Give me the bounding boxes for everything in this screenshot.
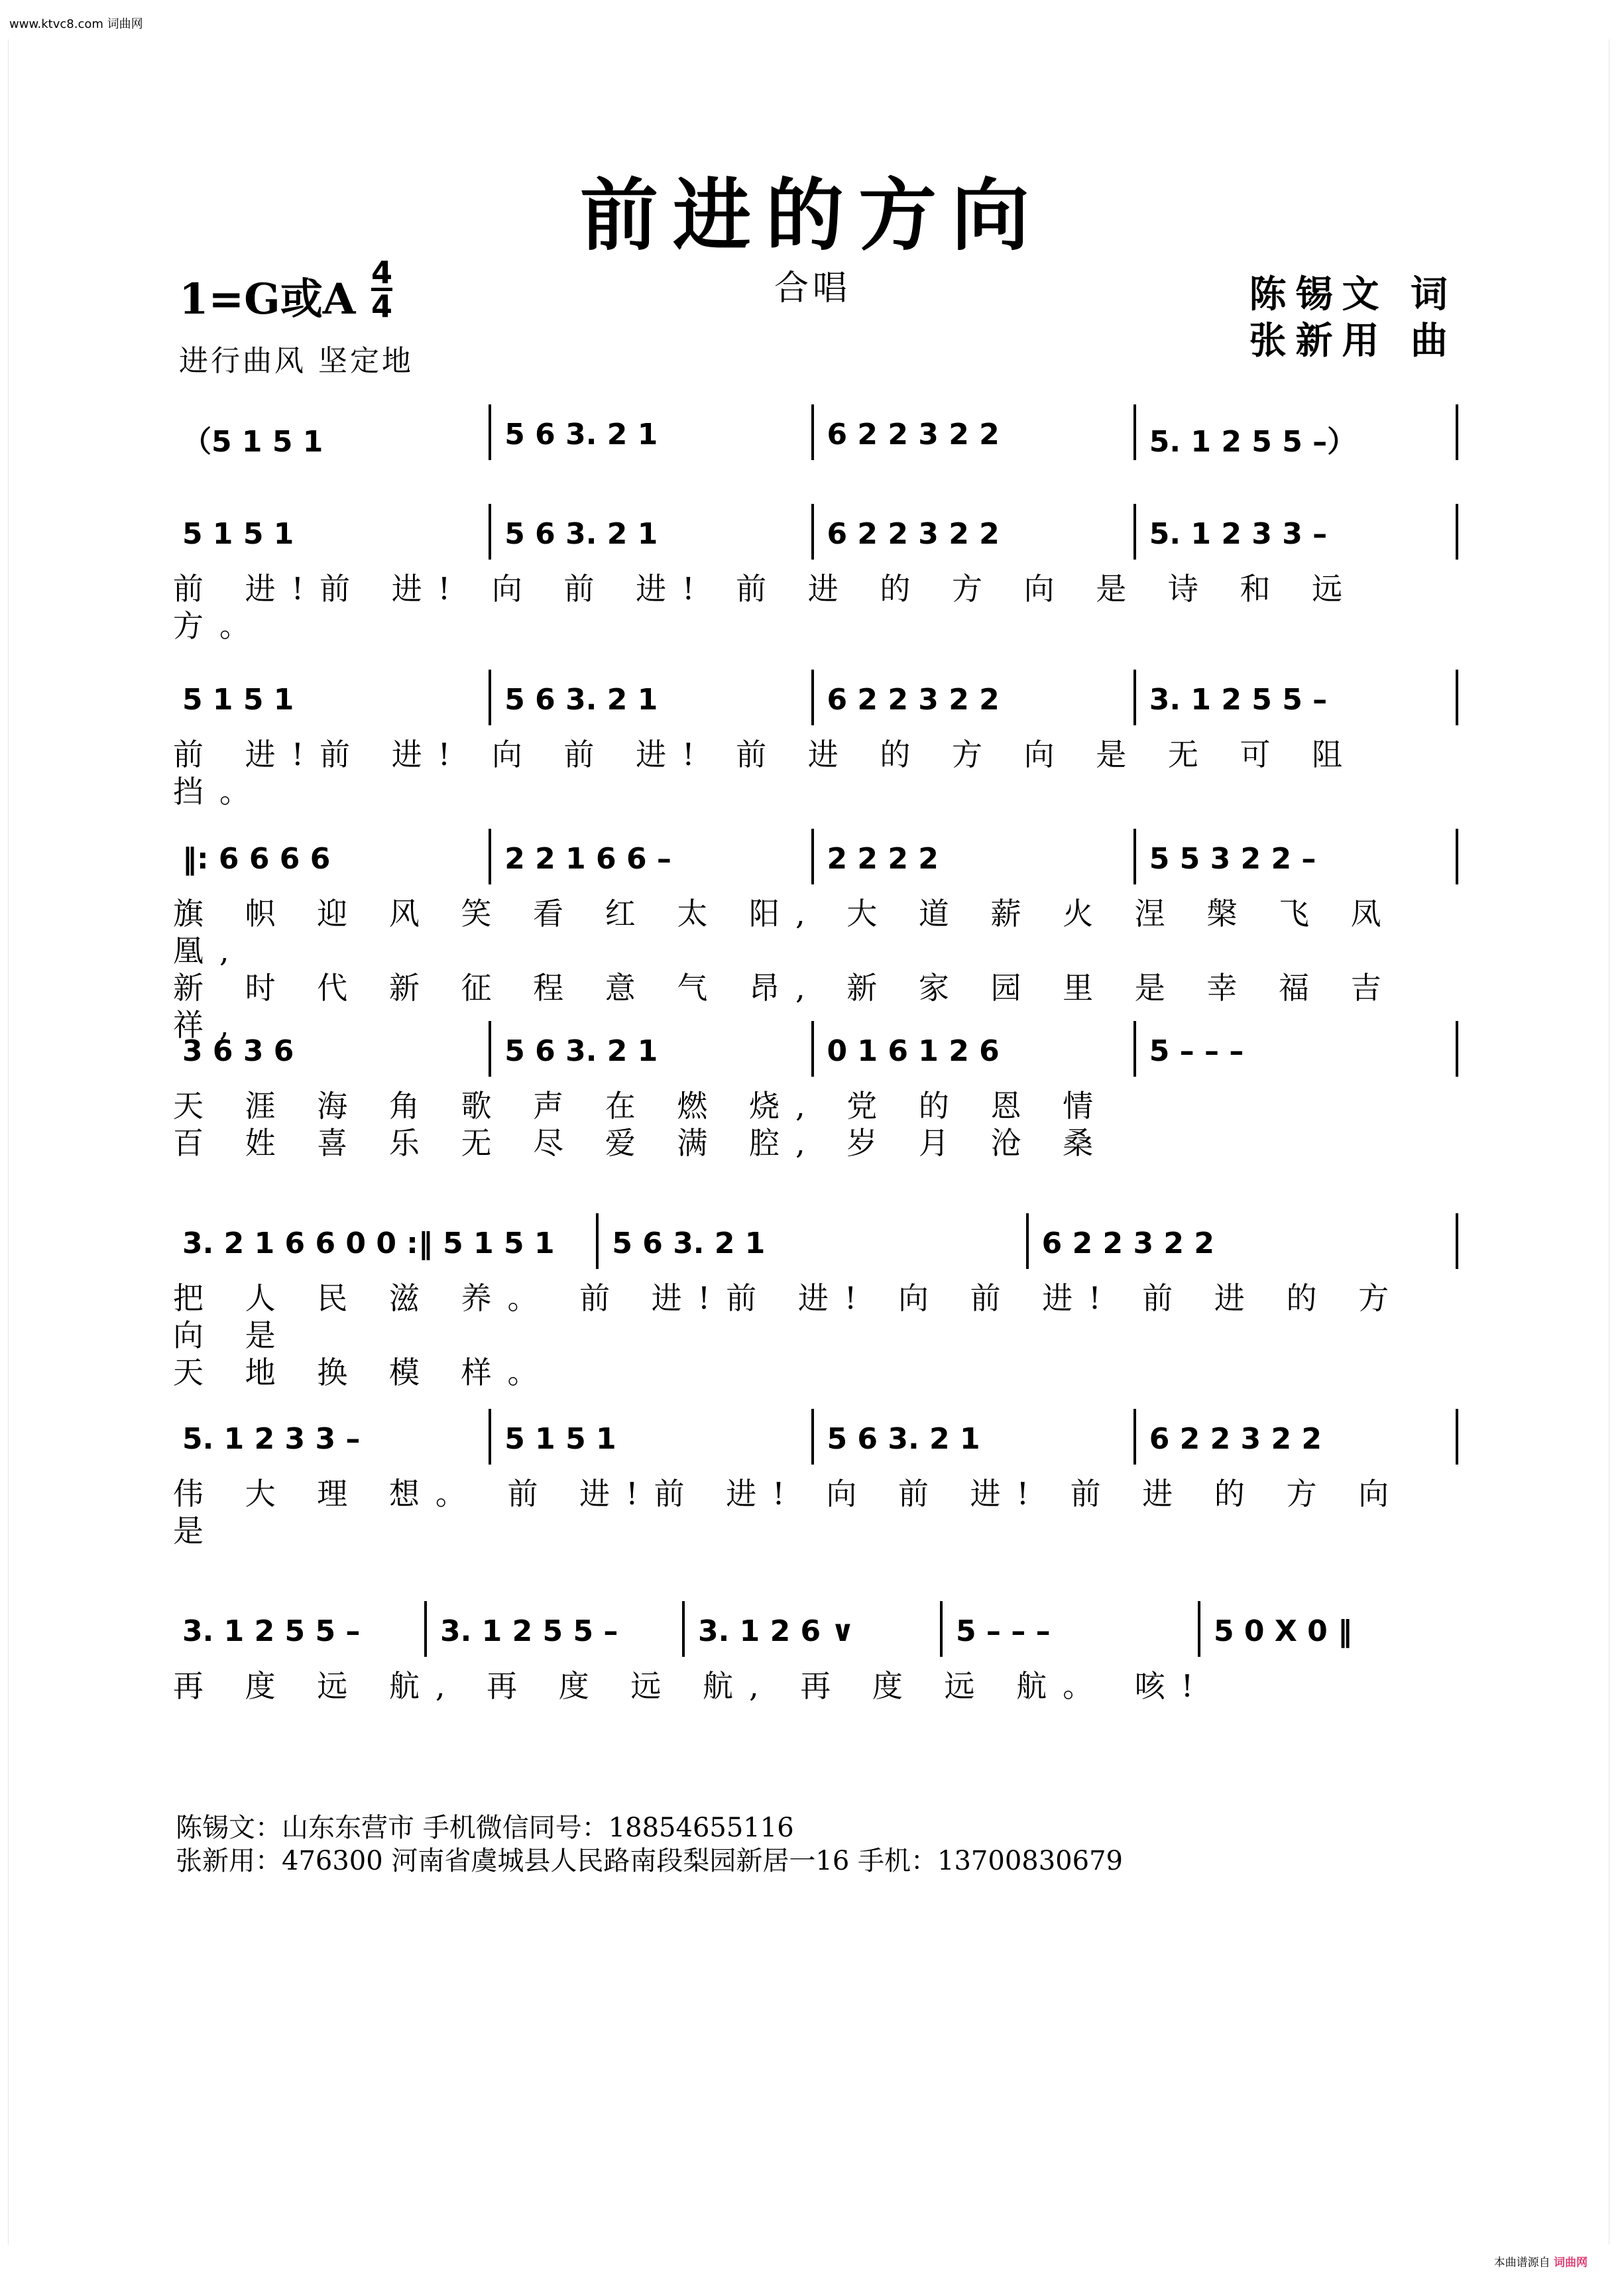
bar-line [489, 670, 491, 725]
performance-type: 合唱 [774, 269, 852, 308]
measure: 5 6 3. 2 1 [504, 517, 658, 551]
lyric-line: 百 姓 喜 乐 无 尽 爱 满 腔, 岁 月 沧 桑 [173, 1125, 1110, 1161]
measure: 5 5 3 2 2 – [1149, 842, 1316, 876]
lyric-line: 把 人 民 滋 养。 前 进!前 进! 向 前 进! 前 进 的 方 向 是 [173, 1280, 1405, 1353]
bar-line [489, 1021, 491, 1077]
bar-line [1133, 504, 1136, 560]
lyric-line: 新 时 代 新 征 程 意 气 昂, 新 家 园 里 是 幸 福 吉 祥, [173, 970, 1397, 1043]
score-row [169, 1200, 1458, 1391]
lyric-line: 前 进!前 进! 向 前 进! 前 进 的 方 向 是 诗 和 远 方。 [173, 571, 1359, 644]
notation-line [169, 1008, 1458, 1087]
measure: 3. 1 2 5 5 – [1149, 683, 1328, 717]
lyric-line: 天 涯 海 角 歌 声 在 燃 烧, 党 的 恩 情 [173, 1088, 1110, 1124]
composer-credit: 张新用 曲 [1249, 319, 1457, 363]
bar-line [1456, 1021, 1458, 1077]
measure: 5 0 X 0 ‖ [1214, 1614, 1353, 1648]
time-bottom: 4 [371, 288, 393, 324]
measure: 5 6 3. 2 1 [504, 1034, 658, 1068]
notation-line [169, 491, 1458, 570]
lyric-line: 伟 大 理 想。 前 进!前 进! 向 前 进! 前 进 的 方 向 是 [173, 1476, 1405, 1549]
measure: 5 6 3. 2 1 [504, 683, 658, 717]
measure: 6 2 2 3 2 2 [1149, 1422, 1322, 1456]
time-signature [371, 257, 392, 322]
measure: 6 2 2 3 2 2 [1041, 1227, 1214, 1260]
bar-line [811, 1409, 814, 1465]
bar-line [682, 1601, 685, 1657]
bar-line [424, 1601, 427, 1657]
measure: 2 2 1 6 6 – [504, 842, 671, 876]
measure: 3. 1 2 6 ∨ [698, 1614, 855, 1648]
measure: 2 2 2 2 [827, 842, 939, 876]
bar-line [1198, 1601, 1200, 1657]
lyric-line: 前 进!前 进! 向 前 进! 前 进 的 方 向 是 无 可 阻 挡。 [173, 737, 1359, 810]
bar-line [1133, 1409, 1136, 1465]
bar-line [1026, 1213, 1029, 1269]
score-row [169, 1396, 1458, 1549]
measure: 5 1 5 1 [504, 1422, 616, 1456]
key-signature: 1=G或A [179, 274, 356, 324]
bar-line [1133, 404, 1136, 460]
bar-line [1456, 1213, 1458, 1269]
bar-line [1456, 829, 1458, 884]
bar-line [1133, 670, 1136, 725]
bar-line [1133, 1021, 1136, 1077]
bar-line [489, 504, 491, 560]
measure: （5 1 5 1 [182, 425, 323, 459]
song-title: 前进的方向 [579, 169, 1044, 261]
bar-line [811, 1021, 814, 1077]
measure: 6 2 2 3 2 2 [827, 418, 1000, 451]
bar-line [1456, 670, 1458, 725]
measure: 3 6 3 6 [182, 1034, 294, 1068]
measure: 5 – – – [956, 1614, 1051, 1648]
measure: 5. 1 2 3 3 – [182, 1422, 361, 1456]
measure: 6 2 2 3 2 2 [827, 517, 1000, 551]
measure: 5 1 5 1 [182, 683, 294, 717]
source-note-text: 本曲谱源自 [1493, 2256, 1550, 2269]
score-row [169, 1008, 1458, 1162]
left-margin-watermark [8, 40, 15, 2244]
measure: 3. 2 1 6 6 0 0 :‖ 5 1 5 1 [182, 1227, 555, 1260]
bar-line [811, 829, 814, 884]
bar-line [1133, 829, 1136, 884]
lyric-line: 再 度 远 航, 再 度 远 航, 再 度 远 航。 咳! [173, 1668, 1210, 1704]
measure: 3. 1 2 5 5 – [182, 1614, 361, 1648]
bar-line [811, 670, 814, 725]
bar-line [1456, 1409, 1458, 1465]
score-row [169, 491, 1458, 644]
measure: ‖: 6 6 6 6 [182, 842, 331, 876]
notation-line [169, 1396, 1458, 1475]
bar-line [489, 1409, 491, 1465]
source-note-brand: 词曲网 [1554, 2256, 1588, 2269]
bar-line [811, 504, 814, 560]
score-row [169, 656, 1458, 810]
bar-line [489, 404, 491, 460]
measure: 5 6 3. 2 1 [504, 418, 658, 451]
source-note [1494, 2253, 1588, 2269]
bar-line [811, 404, 814, 460]
bar-line [940, 1601, 943, 1657]
bar-line [1456, 504, 1458, 560]
right-margin-watermark [1609, 40, 1616, 2244]
site-url: www.ktvc8.com 词曲网 [9, 17, 143, 31]
notation-line [169, 815, 1458, 895]
measure: 3. 1 2 5 5 – [440, 1614, 618, 1648]
bar-line [1456, 404, 1458, 460]
measure: 5. 1 2 5 5 –） [1149, 425, 1357, 459]
measure: 5 1 5 1 [182, 517, 294, 551]
measure: 5 6 3. 2 1 [827, 1422, 980, 1456]
score-row [169, 391, 1458, 471]
notation-line [169, 1588, 1458, 1667]
lyric-line: 天 地 换 模 样。 [173, 1354, 554, 1390]
footer-line-lyricist: 陈锡文：山东东营市 手机微信同号：18854655116 [176, 1813, 794, 1843]
notation-line [169, 656, 1458, 736]
notation-line [169, 391, 1458, 471]
measure: 6 2 2 3 2 2 [827, 683, 1000, 717]
measure: 5 6 3. 2 1 [612, 1227, 766, 1260]
footer-line-composer: 张新用：476300 河南省虞城县人民路南段梨园新居一16 手机：13700830679 [176, 1846, 1123, 1876]
time-top: 4 [371, 255, 393, 290]
measure: 5. 1 2 3 3 – [1149, 517, 1328, 551]
bar-line [489, 829, 491, 884]
lyricist-credit: 陈锡文 词 [1249, 272, 1457, 316]
tempo-style: 进行曲风 坚定地 [179, 344, 414, 378]
measure: 5 – – – [1149, 1034, 1244, 1068]
notation-line [169, 1200, 1458, 1280]
score-row [169, 1588, 1458, 1705]
bar-line [596, 1213, 599, 1269]
lyric-line: 旗 帜 迎 风 笑 看 红 太 阳, 大 道 薪 火 涅 槃 飞 凤 凰, [173, 896, 1397, 969]
measure: 0 1 6 1 2 6 [827, 1034, 1000, 1068]
